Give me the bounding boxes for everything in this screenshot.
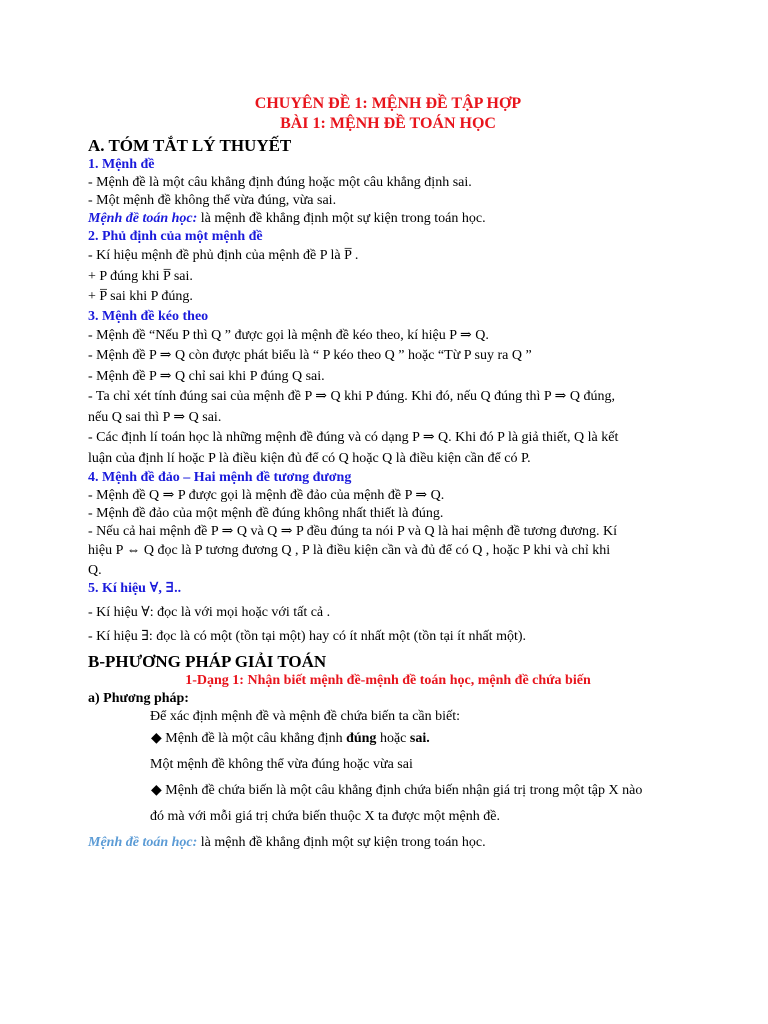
s3-line-3: - Mệnh đề P ⇒ Q chỉ sai khi P đúng Q sai.	[88, 368, 325, 384]
s3-line-2: - Mệnh đề P ⇒ Q còn được phát biểu là “ P kéo theo Q ” hoặc “Từ P suy ra Q ”	[88, 348, 532, 363]
s4-line-2: - Mệnh đề đảo của một mệnh đề đúng không nhất thiết là đúng.	[88, 506, 444, 521]
method-def-term: Mệnh đề toán học:	[88, 834, 198, 850]
chapter-title: CHUYÊN ĐỀ 1: MỆNH ĐỀ TẬP HỢP	[254, 95, 522, 112]
bullet-1-text: Mệnh đề là một câu khẳng định	[165, 730, 347, 746]
bullet-item-2	[88, 778, 688, 804]
s2-line-2: + P đúng khi P̅ sai.	[88, 268, 193, 284]
s1-line-1: - Mệnh đề là một câu khẳng định đúng hoặc một câu khẳng định sai.	[88, 175, 472, 190]
section-a-heading: A. TÓM TẮT LÝ THUYẾT	[88, 136, 292, 155]
s3-line-4: - Ta chỉ xét tính đúng sai của mệnh đề P ⇒ Q khi P đúng. Khi đó, nếu Q đúng thì P ⇒ Q đúng,	[88, 389, 615, 404]
dang1-heading: 1-Dạng 1: Nhận biết mệnh đề-mệnh đề toán học, mệnh đề chứa biến	[185, 672, 591, 688]
s3-line-6: - Các định lí toán học là những mệnh đề đúng và có dạng P ⇒ Q. Khi đó P là giả thiết, Q là kết	[88, 430, 619, 445]
method-def-text: là mệnh đề khẳng định một sự kiện trong toán học.	[197, 834, 486, 850]
document-page	[88, 94, 688, 856]
bullet-1-bold-true: đúng	[346, 730, 377, 746]
s1-def-term: Mệnh đề toán học:	[88, 211, 198, 226]
method-intro: Để xác định mệnh đề và mệnh đề chứa biến ta cần biết:	[150, 708, 461, 724]
bullet-1-mid: hoặc	[376, 730, 410, 746]
s4-line-1: - Mệnh đề Q ⇒ P được gọi là mệnh đề đảo của mệnh đề P ⇒ Q.	[88, 488, 445, 503]
s1-def-text: là mệnh đề khẳng định một sự kiện trong toán học.	[197, 211, 486, 226]
method-definition	[88, 830, 688, 856]
s1-definition	[88, 210, 688, 228]
s1-heading: 1. Mệnh đề	[88, 157, 155, 172]
bullet-2-continuation: đó mà với mỗi giá trị chứa biến thuộc X ta được một mệnh đề.	[150, 808, 500, 824]
diamond-bullet-icon: ◆	[151, 782, 162, 798]
lesson-title: BÀI 1: MỆNH ĐỀ TOÁN HỌC	[280, 115, 496, 132]
bullet-item-1	[88, 726, 688, 752]
s1-line-2: - Một mệnh đề không thể vừa đúng, vừa sai.	[88, 193, 337, 208]
method-heading: a) Phương pháp:	[88, 690, 189, 706]
s4-line-5: Q.	[88, 562, 102, 578]
s4-heading: 4. Mệnh đề đảo – Hai mệnh đề tương đương	[88, 470, 352, 485]
s2-line-3: + P̅ sai khi P đúng.	[88, 289, 193, 304]
bullet-1-continuation: Một mệnh đề không thể vừa đúng hoặc vừa sai	[150, 756, 413, 772]
s5-line-1: - Kí hiệu ∀: đọc là với mọi hoặc với tất cả .	[88, 604, 331, 620]
s2-heading: 2. Phủ định của một mệnh đề	[88, 229, 263, 244]
s5-line-2: - Kí hiệu ∃: đọc là có một (tồn tại một) hay có ít nhất một (tồn tại ít nhất một).	[88, 628, 527, 644]
s2-line-1: - Kí hiệu mệnh đề phủ định của mệnh đề P là P̅ .	[88, 248, 359, 263]
s4-line-3: - Nếu cả hai mệnh đề P ⇒ Q và Q ⇒ P đều đúng ta nói P và Q là hai mệnh đề tương đương. Kí	[88, 524, 617, 539]
diamond-bullet-icon: ◆	[151, 730, 162, 746]
s3-line-7: luận của định lí hoặc P là điều kiện đủ để có Q hoặc Q là điều kiện cần để có P.	[88, 450, 531, 466]
bullet-1-bold-false: sai.	[409, 730, 430, 746]
s5-heading: 5. Kí hiệu ∀, ∃..	[88, 580, 182, 596]
s3-line-1: - Mệnh đề “Nếu P thì Q ” được gọi là mệnh đề kéo theo, kí hiệu P ⇒ Q.	[88, 327, 489, 343]
section-b-heading: B-PHƯƠNG PHÁP GIẢI TOÁN	[88, 651, 327, 671]
bullet-2-text: Mệnh đề chứa biến là một câu khẳng định chứa biến nhận giá trị trong một tập X nào	[165, 782, 643, 798]
s3-line-5: nếu Q sai thì P ⇒ Q sai.	[88, 409, 222, 425]
s3-heading: 3. Mệnh đề kéo theo	[88, 308, 209, 324]
s4-line-4: hiệu P ⇔ Q đọc là P tương đương Q , P là điều kiện cần và đủ để có Q , hoặc P khi và chỉ khi	[88, 543, 611, 558]
